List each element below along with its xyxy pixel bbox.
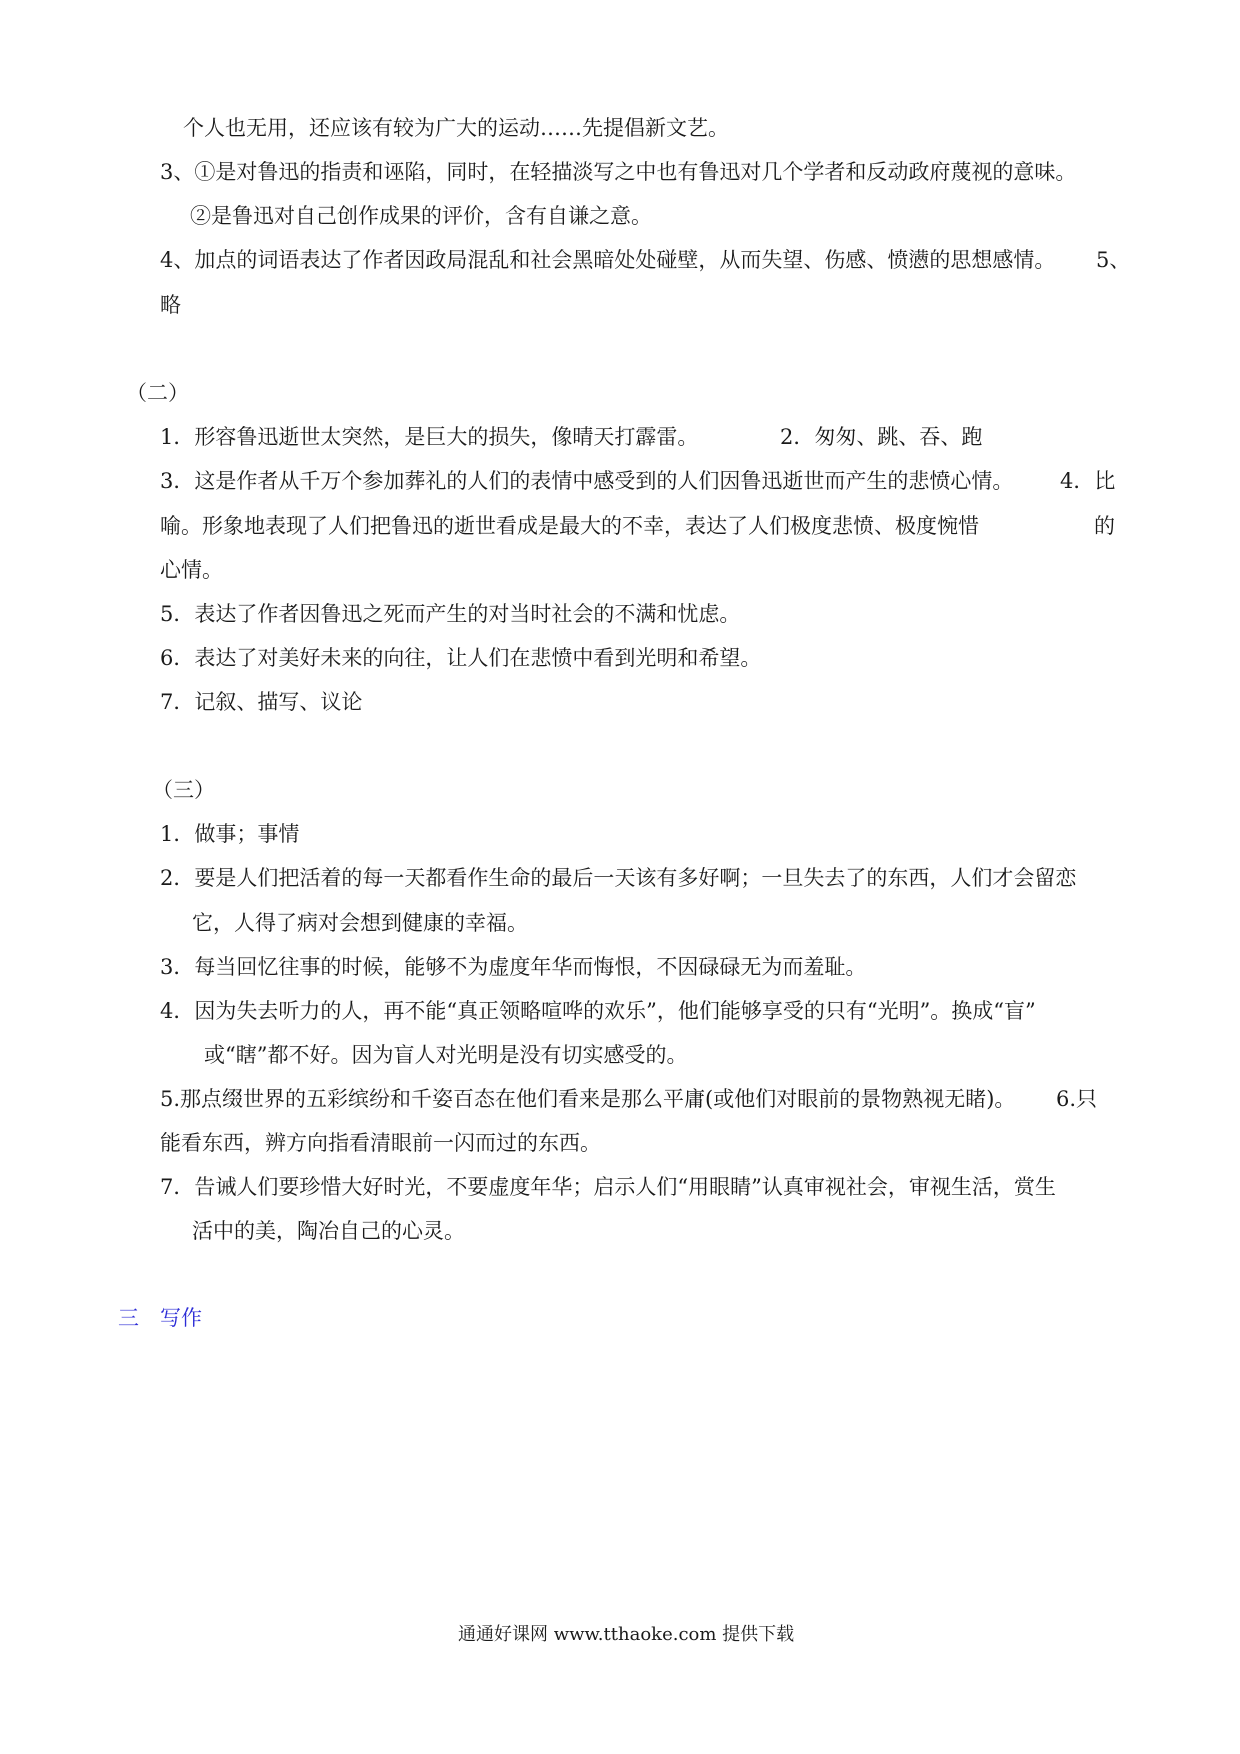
answer-line: ②是鲁迅对自己创作成果的评价，含有自谦之意。 [190,204,652,228]
answer-line-tail: 4．比 [1060,469,1116,493]
answer-line: 个人也无用，还应该有较为广大的运动……先提倡新文艺。 [183,116,729,140]
answer-line: 7．告诫人们要珍惜大好时光，不要虚度年华；启示人们“用眼睛”认真审视社会，审视生活，赏生 [160,1175,1056,1199]
page-footer: 通通好课网 www.tthaoke.com 提供下载 [458,1624,795,1645]
answer-line-tail: 的 [1094,514,1115,538]
answer-line: 4．因为失去听力的人，再不能“真正领略喧哗的欢乐”，他们能够享受的只有“光明”。换成“盲” [160,999,1036,1023]
answer-line: 5．表达了作者因鲁迅之死而产生的对当时社会的不满和忧虑。 [160,602,741,626]
writing-heading: 三 写作 [118,1306,202,1330]
section-heading-2: （二） [126,381,189,405]
answer-line: 5.那点缀世界的五彩缤纷和千姿百态在他们看来是那么平庸(或他们对眼前的景物熟视无睹)。 [160,1087,1016,1111]
answer-line: 2．要是人们把活着的每一天都看作生命的最后一天该有多好啊；一旦失去了的东西，人们才会留恋 [160,866,1077,890]
answer-line: 活中的美，陶冶自己的心灵。 [192,1219,465,1243]
answer-line: 能看东西，辨方向指看清眼前一闪而过的东西。 [160,1131,601,1155]
answer-line: 心情。 [160,558,223,582]
answer-line: 3．这是作者从千万个参加葬礼的人们的表情中感受到的人们因鲁迅逝世而产生的悲愤心情。 [160,469,1014,493]
answer-line: 1．形容鲁迅逝世太突然，是巨大的损失，像晴天打霹雷。 [160,425,699,449]
answer-line: 4、加点的词语表达了作者因政局混乱和社会黑暗处处碰壁，从而失望、伤感、愤懑的思想感情。 [160,248,1056,272]
answer-line: 略 [160,293,181,317]
answer-line: 6．表达了对美好未来的向往，让人们在悲愤中看到光明和希望。 [160,646,762,670]
answer-line: 或“瞎”都不好。因为盲人对光明是没有切实感受的。 [204,1043,688,1067]
answer-line: 1．做事；事情 [160,822,300,846]
answer-line: 3、①是对鲁迅的指责和诬陷，同时，在轻描淡写之中也有鲁迅对几个学者和反动政府蔑视的意味。 [160,160,1077,184]
answer-line-tail: 5、 [1096,248,1131,272]
answer-line: 3．每当回忆往事的时候，能够不为虚度年华而悔恨，不因碌碌无为而羞耻。 [160,955,867,979]
answer-line: 喻。形象地表现了人们把鲁迅的逝世看成是最大的不幸，表达了人们极度悲愤、极度惋惜 [160,514,979,538]
answer-line: 7．记叙、描写、议论 [160,690,363,714]
answer-line: 2．匆匆、跳、吞、跑 [780,425,983,449]
section-heading-3: （三） [152,778,215,802]
answer-line-tail: 6.只 [1056,1087,1098,1111]
answer-line: 它，人得了病对会想到健康的幸福。 [192,911,528,935]
